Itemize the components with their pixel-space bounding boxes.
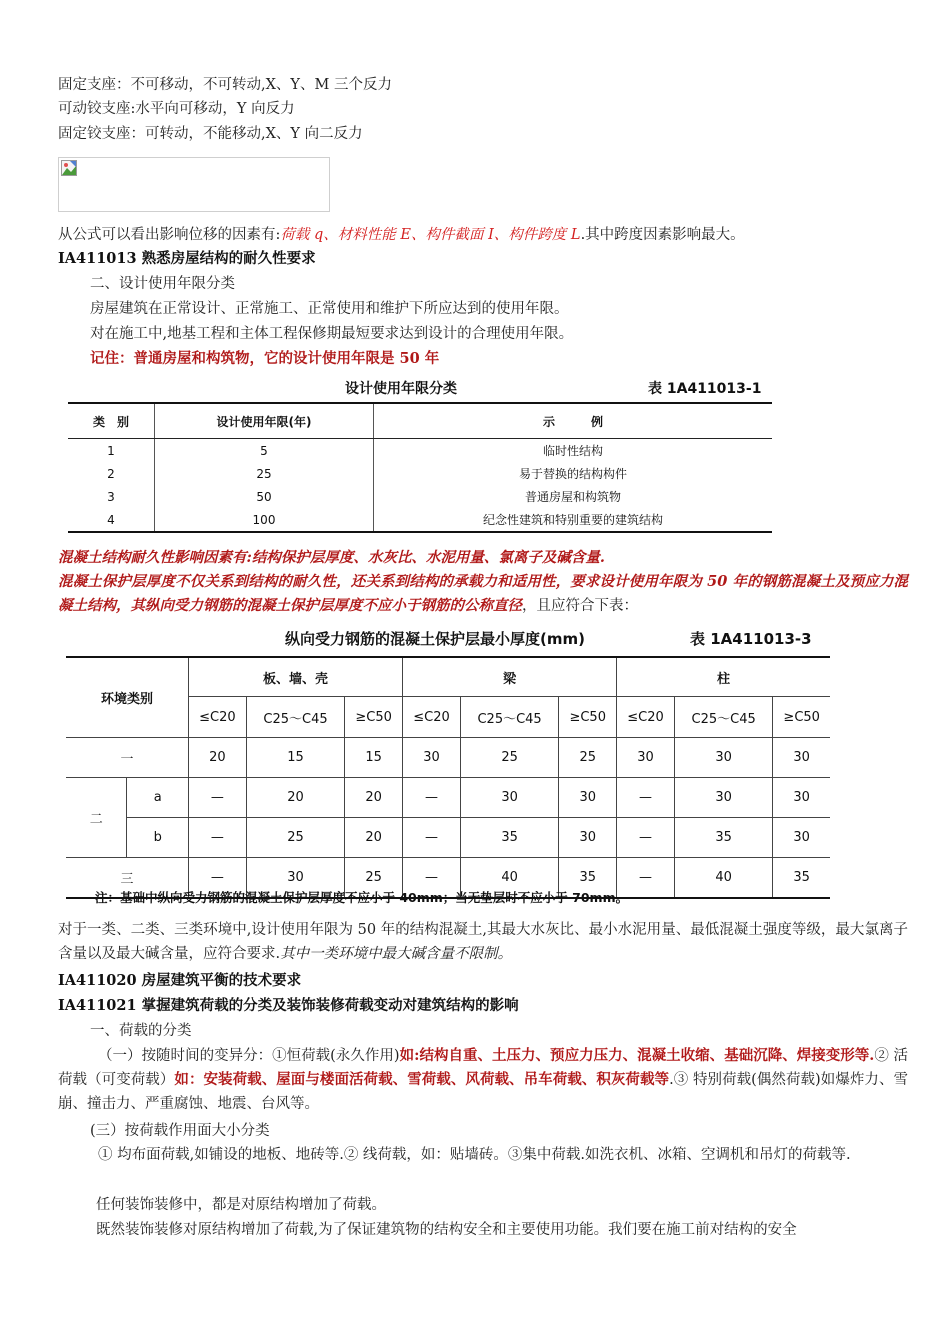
table-cell: 20 [345,818,403,858]
movable-hinge-line: 可动铰支座:水平向可移动，Y 向反力 [58,101,295,117]
table-cell: 1 [68,439,155,463]
table-row [68,508,772,532]
fixed-hinge-line: 固定铰支座：可转动，不能移动,X、Y 向二反力 [58,126,363,142]
table-cell: 30 [674,778,772,818]
table-cell: 20 [246,778,344,818]
table2-title: 纵向受力钢筋的混凝土保护层最小厚度(mm) [285,630,585,648]
table-row [68,462,772,485]
table-cell: 20 [345,778,403,818]
table-header-row [68,403,772,439]
section-heading-1a411021: IA411021 掌握建筑荷载的分类及装饰装修荷载变动对建筑结构的影响 [58,997,519,1014]
column-header: ≤C20 [403,697,461,738]
column-header: ≥C50 [345,697,403,738]
row-label: 一 [66,738,189,778]
table-cell: 20 [189,738,247,778]
variable-load-examples: 如：安装荷载、屋面与楼面活荷载、雪荷载、风荷载、吊车荷载、积灰荷载等 [174,1071,670,1088]
table-cell: 3 [68,485,155,508]
alkali-note: 其中一类环境中最大碱含量不限制。 [280,946,513,962]
decoration-load-line: 任何装饰装修中，都是对原结构增加了荷载。 [96,1197,386,1213]
table-cell: 纪念性建筑和特别重要的建筑结构 [482,513,663,527]
image-placeholder [58,157,330,212]
table-row [66,778,830,818]
service-life-table [68,402,772,533]
section-heading-1a411020: IA411020 房屋建筑平衡的技术要求 [58,972,302,989]
column-header: ≥C50 [773,697,830,738]
table-cell: 普通房屋和构筑物 [524,490,621,504]
load-classification-title: 一、荷载的分类 [90,1023,192,1039]
formula-factors: 荷载 q、材料性能 E、构件截面 I、构件跨度 L [280,227,581,243]
table-cell: 5 [155,439,374,463]
table-cell: 30 [559,818,617,858]
column-header: 设计使用年限(年) [155,403,374,439]
formula-prefix: 从公式可以看出影响位移的因素有: [58,227,281,243]
table-cell: 30 [559,778,617,818]
table-cell: 30 [773,778,830,818]
column-header: 环境类别 [66,657,189,738]
table-cell: — [617,818,675,858]
table-row [66,738,830,778]
subsection-title: 二、设计使用年限分类 [90,276,235,292]
table-cell: 40 [674,858,772,899]
broken-image-icon [61,160,77,176]
load-area-title: (三）按荷载作用面大小分类 [90,1123,270,1139]
table-cell: — [617,778,675,818]
column-header: ≥C50 [559,697,617,738]
environment-text: 对于一类、二类、三类环境中,设计使用年限为 50 年的结构混凝土,其最大水灰比、最小水泥用量、最低混凝土强度等级，最大氯离子含量以及最大碱含量，应符合要求. [58,922,908,962]
fixed-support-line: 固定支座：不可移动，不可转动,X、Y、M 三个反力 [58,77,392,93]
load-area-paragraph: ① 均布面荷载,如铺设的地板、地砖等.② 线荷载，如：贴墙砖。③集中荷载.如洗衣机、冰箱、空调机和吊灯的荷载等. [98,1147,851,1163]
table-cell: 35 [559,858,617,899]
table-cell: 30 [617,738,675,778]
safety-check-line: 既然装饰装修对原结构增加了荷载,为了保证建筑物的结构安全和主要使用功能。我们要在施工前对结构的安全 [96,1222,797,1238]
table-cell: 临时性结构 [542,444,603,458]
cover-thickness-table [66,656,830,899]
table1-number: 表 1A411013-1 [648,381,762,397]
load-time-variation-paragraph [58,1044,908,1116]
permanent-load-label: （一）按随时间的变异分：①恒荷载(永久作用) [98,1048,400,1064]
table-cell: 30 [246,858,344,899]
table-header-row [66,657,830,697]
table-cell: 35 [460,818,558,858]
cover-thickness-paragraph [58,570,908,618]
cover-thickness-tail: ，且应符合下表： [522,598,638,614]
table-cell: 30 [773,738,830,778]
row-sublabel: a [127,778,189,818]
cover-thickness-emphasis: 混凝土保护层厚度不仅关系到结构的耐久性，还关系到结构的承载力和适用性，要求设计使用年限为 50 年的钢筋混凝土及预应力混凝土结构，其纵向受力钢筋的混凝土保护层厚度不应小于钢筋的公称直径 [58,573,908,614]
table-cell: — [189,818,247,858]
table-cell: — [403,858,461,899]
variable-load-label: ② 活荷载（可变荷载） [58,1048,909,1088]
section-heading-1a411013: IA411013 熟悉房屋结构的耐久性要求 [58,250,316,267]
column-header: ≤C20 [189,697,247,738]
table-row [68,439,772,463]
table-cell: — [189,778,247,818]
table-row [68,485,772,508]
paragraph-warranty: 对在施工中,地基工程和主体工程保修期最短要求达到设计的合理使用年限。 [90,326,574,342]
table-cell: 25 [345,858,403,899]
table-cell: 30 [460,778,558,818]
remember-line: 记住：普通房屋和构筑物，它的设计使用年限是 50 年 [90,350,440,367]
table1-title: 设计使用年限分类 [345,381,457,397]
table-cell: 易于替换的结构构件 [518,467,627,481]
column-header: C25～C45 [246,697,344,738]
table-cell: 25 [246,818,344,858]
formula-line [58,223,745,247]
accidental-load-text: .③ 特别荷载(偶然荷载)如爆炸力、雪崩、撞击力、严重腐蚀、地震、台风等。 [58,1072,909,1112]
permanent-load-examples: 如:结构自重、土压力、预应力压力、混凝土收缩、基础沉降、焊接变形等. [399,1047,875,1064]
table-cell: — [403,778,461,818]
durability-factors-line: 混凝土结构耐久性影响因素有:结构保护层厚度、水灰比、水泥用量、氯离子及碱含量. [58,549,605,566]
column-group-header: 板、墙、壳 [189,657,403,697]
column-group-header: 柱 [617,657,830,697]
row-label: 二 [66,778,127,858]
table2-number: 表 1A411013-3 [690,630,812,648]
table-cell: 35 [773,858,830,899]
table-cell: 4 [68,508,155,532]
row-label: 三 [66,858,189,899]
table-cell: 50 [155,485,374,508]
column-group-header: 梁 [403,657,617,697]
table-cell: 25 [155,462,374,485]
table2-note: 注：基础中纵向受力钢筋的混凝土保护层厚度不应小于 40mm；当无垫层时不应小于 70mm。 [95,890,629,905]
column-header: C25～C45 [674,697,772,738]
environment-paragraph [58,918,908,966]
table-cell: 30 [773,818,830,858]
table-cell: — [403,818,461,858]
table-cell: 15 [246,738,344,778]
formula-suffix: .其中跨度因素影响最大。 [580,227,745,243]
table-cell: 40 [460,858,558,899]
table-cell: 25 [460,738,558,778]
table-cell: 30 [674,738,772,778]
column-header: C25～C45 [460,697,558,738]
table-cell: 30 [403,738,461,778]
paragraph-service-life: 房屋建筑在正常设计、正常施工、正常使用和维护下所应达到的使用年限。 [90,301,569,317]
table-row [66,818,830,858]
table-cell: 25 [559,738,617,778]
column-header: ≤C20 [617,697,675,738]
table-cell: 15 [345,738,403,778]
column-header: 示 例 [374,403,773,439]
table-cell: — [189,858,247,899]
table-cell: 2 [68,462,155,485]
row-sublabel: b [127,818,189,858]
table-cell: — [617,858,675,899]
table-cell: 100 [155,508,374,532]
column-header: 类 别 [68,403,155,439]
table-cell: 35 [674,818,772,858]
